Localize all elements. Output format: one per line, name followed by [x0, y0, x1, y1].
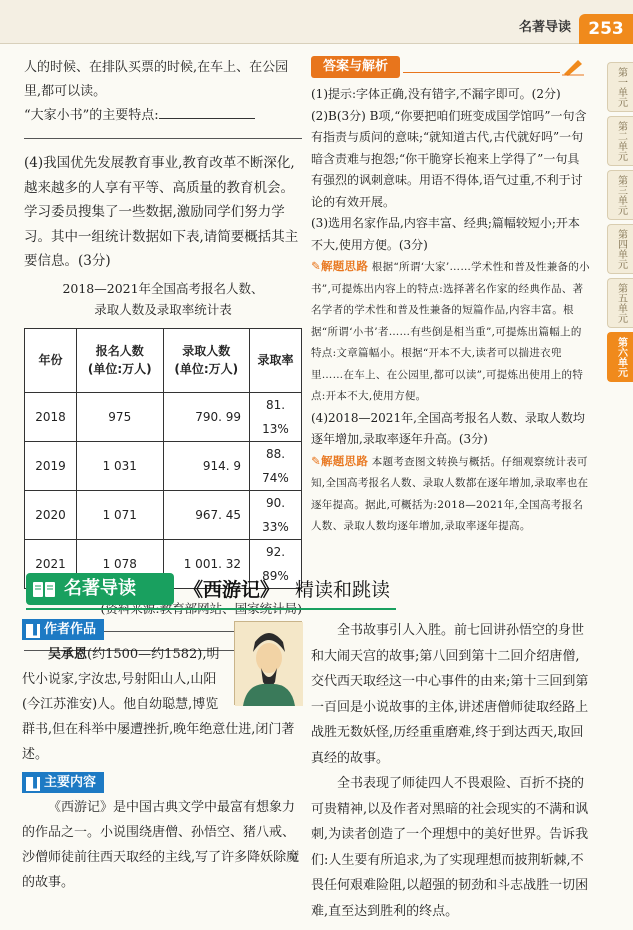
tab-unit-1[interactable]: 第一单元 — [607, 62, 633, 112]
author-section — [22, 617, 302, 767]
question-4: (4)我国优先发展教育事业,教育改革不断深化,越来越多的人享有平等、高质量的教育机会。学习委员搜集了一些数据,激励同学们努力学习。其中一组统计数据如下表,请简要概括其主要信息。(3分) — [24, 155, 299, 269]
banner-rule — [26, 608, 396, 610]
page-number: 253 — [579, 14, 633, 44]
main-heading — [22, 772, 104, 793]
book-icon — [32, 579, 56, 599]
author-name: 吴承恩 — [48, 647, 88, 662]
question-column — [24, 56, 302, 651]
tip-icon: ✎ — [311, 259, 321, 273]
cell-rate: 92. 89% — [250, 539, 302, 588]
header-title: 名著导读 — [518, 20, 571, 35]
tip-2 — [311, 451, 590, 538]
answer-3: (3)选用名家作品,内容丰富、经典;篇幅较短小;开本不大,使用方便。(3分) — [311, 216, 580, 252]
author-text: (约1500—约1582),明代小说家,字汝忠,号射阳山人,山阳(今江苏淮安)人。他自幼聪慧,博览群书,但在科举中屡遭挫折,晚年绝意仕进,闭门著述。 — [22, 647, 295, 762]
author-portrait — [234, 621, 302, 705]
cell-rate: 88. 74% — [250, 441, 302, 490]
heading-marker-icon: ▐ — [26, 777, 40, 791]
cell-applicants: 1 031 — [77, 441, 164, 490]
cell-rate: 90. 33% — [250, 490, 302, 539]
cell-year: 2019 — [25, 441, 77, 490]
story-section — [311, 618, 591, 924]
main-text: 《西游记》是中国古典文学中最富有想象力的作品之一。小说围绕唐僧、孙悟空、猪八戒、沙僧师徒前往西天取经的主线,写了许多降妖除魔的故事。 — [22, 800, 300, 890]
table-title-line-2: 录取人数及录取率统计表 — [94, 301, 232, 317]
header-rate: 录取率 — [250, 328, 302, 392]
story-paragraph-2: 全书表现了师徒四人不畏艰险、百折不挠的可贵精神,以及作者对黑暗的社会现实的不满和讽刺,为读者创造了一个理想中的美好世界。告诉我们:人生要有所追求,为了实现理想而披荆斩棘,不畏任何艰难险阻,以超强的韧劲和斗志战胜一切困难,直至达到胜利的终点。 — [311, 776, 589, 919]
main-heading-label: 主要内容 — [44, 775, 97, 790]
section-subtitle: 精读和跳读 — [295, 579, 391, 601]
answer-4: (4)2018—2021年,全国高考报名人数、录取人数均逐年增加,录取率逐年升高。(3分) — [311, 410, 585, 446]
tip-1 — [311, 256, 590, 408]
header-year: 年份 — [25, 328, 77, 392]
answer-column — [311, 56, 590, 538]
cell-admitted: 967. 45 — [163, 490, 250, 539]
table-title-line-1: 2018—2021年全国高考报名人数、 — [62, 280, 264, 296]
section-banner — [26, 571, 396, 607]
tab-unit-3[interactable]: 第三单元 — [607, 170, 633, 220]
cell-applicants: 975 — [77, 392, 164, 441]
tip-label: 解题思路 — [320, 259, 369, 273]
unit-tabs — [607, 62, 633, 386]
feature-prompt — [24, 104, 302, 128]
answer-2: (2)B(3分) B项,“你要把咱们班变成国学馆吗”一句含有指责与质问的意味;“就知道古代,古代就好吗”一句暗含责难与抱怨;“你干脆穿长袍来上学得了”一句具有强烈的讽刺意味。用语不得体,语气过重,不利于讨论的有效开展。 — [311, 108, 587, 209]
table-row — [25, 490, 302, 539]
answer-header-rule — [403, 72, 560, 73]
table-row — [25, 441, 302, 490]
intro-text: 人的时候、在排队买票的时候,在车上、在公园里,都可以读。 — [24, 60, 289, 99]
story-paragraph-1: 全书故事引人入胜。前七回讲孙悟空的身世和大闹天宫的故事;第八回到第十二回介绍唐僧,交代西天取经这一中心事件的由来;第十三回到第一百回是小说故事的主体,讲述唐僧师徒取经路上战胜无数妖怪,历经重重磨难,终于到达西天,取回真经的故事。 — [311, 623, 589, 766]
pencil-icon — [562, 58, 584, 84]
table-header-row — [25, 328, 302, 392]
book-title: 《西游记》 — [184, 579, 280, 601]
tip-label: 解题思路 — [320, 453, 369, 468]
section-badge — [26, 573, 174, 605]
answer-blank — [159, 105, 255, 119]
tab-unit-4[interactable]: 第四单元 — [607, 224, 633, 274]
main-content-section — [22, 770, 302, 895]
cell-year: 2020 — [25, 490, 77, 539]
heading-marker-icon: ▐ — [26, 624, 40, 638]
section-title — [184, 575, 390, 602]
cell-applicants: 1 078 — [77, 539, 164, 588]
section-badge-label: 名著导读 — [64, 578, 136, 599]
table-title — [24, 278, 302, 320]
cell-admitted: 1 001. 32 — [163, 539, 250, 588]
cell-year: 2018 — [25, 392, 77, 441]
answer-line — [24, 138, 302, 139]
stats-table — [24, 328, 302, 589]
answer-1: (1)提示:字体正确,没有错字,不漏字即可。(2分) — [311, 87, 561, 101]
tip-2-text: 本题考查图文转换与概括。仔细观察统计表可知,全国高考报名人数、录取人数都在逐年增加,录取率也在逐年提高。据此,可概括为:2018—2021年,全国高考报名人数、录取人数均逐年增加,录取率逐年提高。 — [311, 455, 589, 532]
cell-admitted: 790. 99 — [163, 392, 250, 441]
tab-unit-6[interactable]: 第六单元 — [607, 332, 633, 382]
table-row — [25, 392, 302, 441]
author-heading — [22, 619, 104, 640]
cell-rate: 81. 13% — [250, 392, 302, 441]
feature-prompt-label: “大家小书”的主要特点: — [24, 108, 159, 123]
author-heading-label: 作者作品 — [44, 622, 97, 637]
page-header — [0, 0, 633, 44]
header-admitted: 录取人数 (单位:万人) — [163, 328, 250, 392]
answer-tab: 答案与解析 — [311, 56, 400, 78]
tip-1-text: 根据“所谓‘大家’……学术性和普及性兼备的小书”,可提炼出内容上的特点:选择著名作家的经典作品、著名学者的学术性和普及性兼备的短篇作品,内容丰富。根据“所谓‘小书’者……有些倒是相当重”,可提炼出篇幅上的特点:文章篇幅小。根据“开本不大,读者可以揣进衣兜里……在车上、在公园里,都可以读”,可提炼出使用上的特点:开本不大,使用方便。 — [311, 261, 590, 402]
header-applicants: 报名人数 (单位:万人) — [77, 328, 164, 392]
cell-year: 2021 — [25, 539, 77, 588]
cell-applicants: 1 071 — [77, 490, 164, 539]
answer-header — [311, 56, 590, 80]
cell-admitted: 914. 9 — [163, 441, 250, 490]
tip-icon: ✎ — [311, 453, 321, 468]
tab-unit-5[interactable]: 第五单元 — [607, 278, 633, 328]
tab-unit-2[interactable]: 第二单元 — [607, 116, 633, 166]
